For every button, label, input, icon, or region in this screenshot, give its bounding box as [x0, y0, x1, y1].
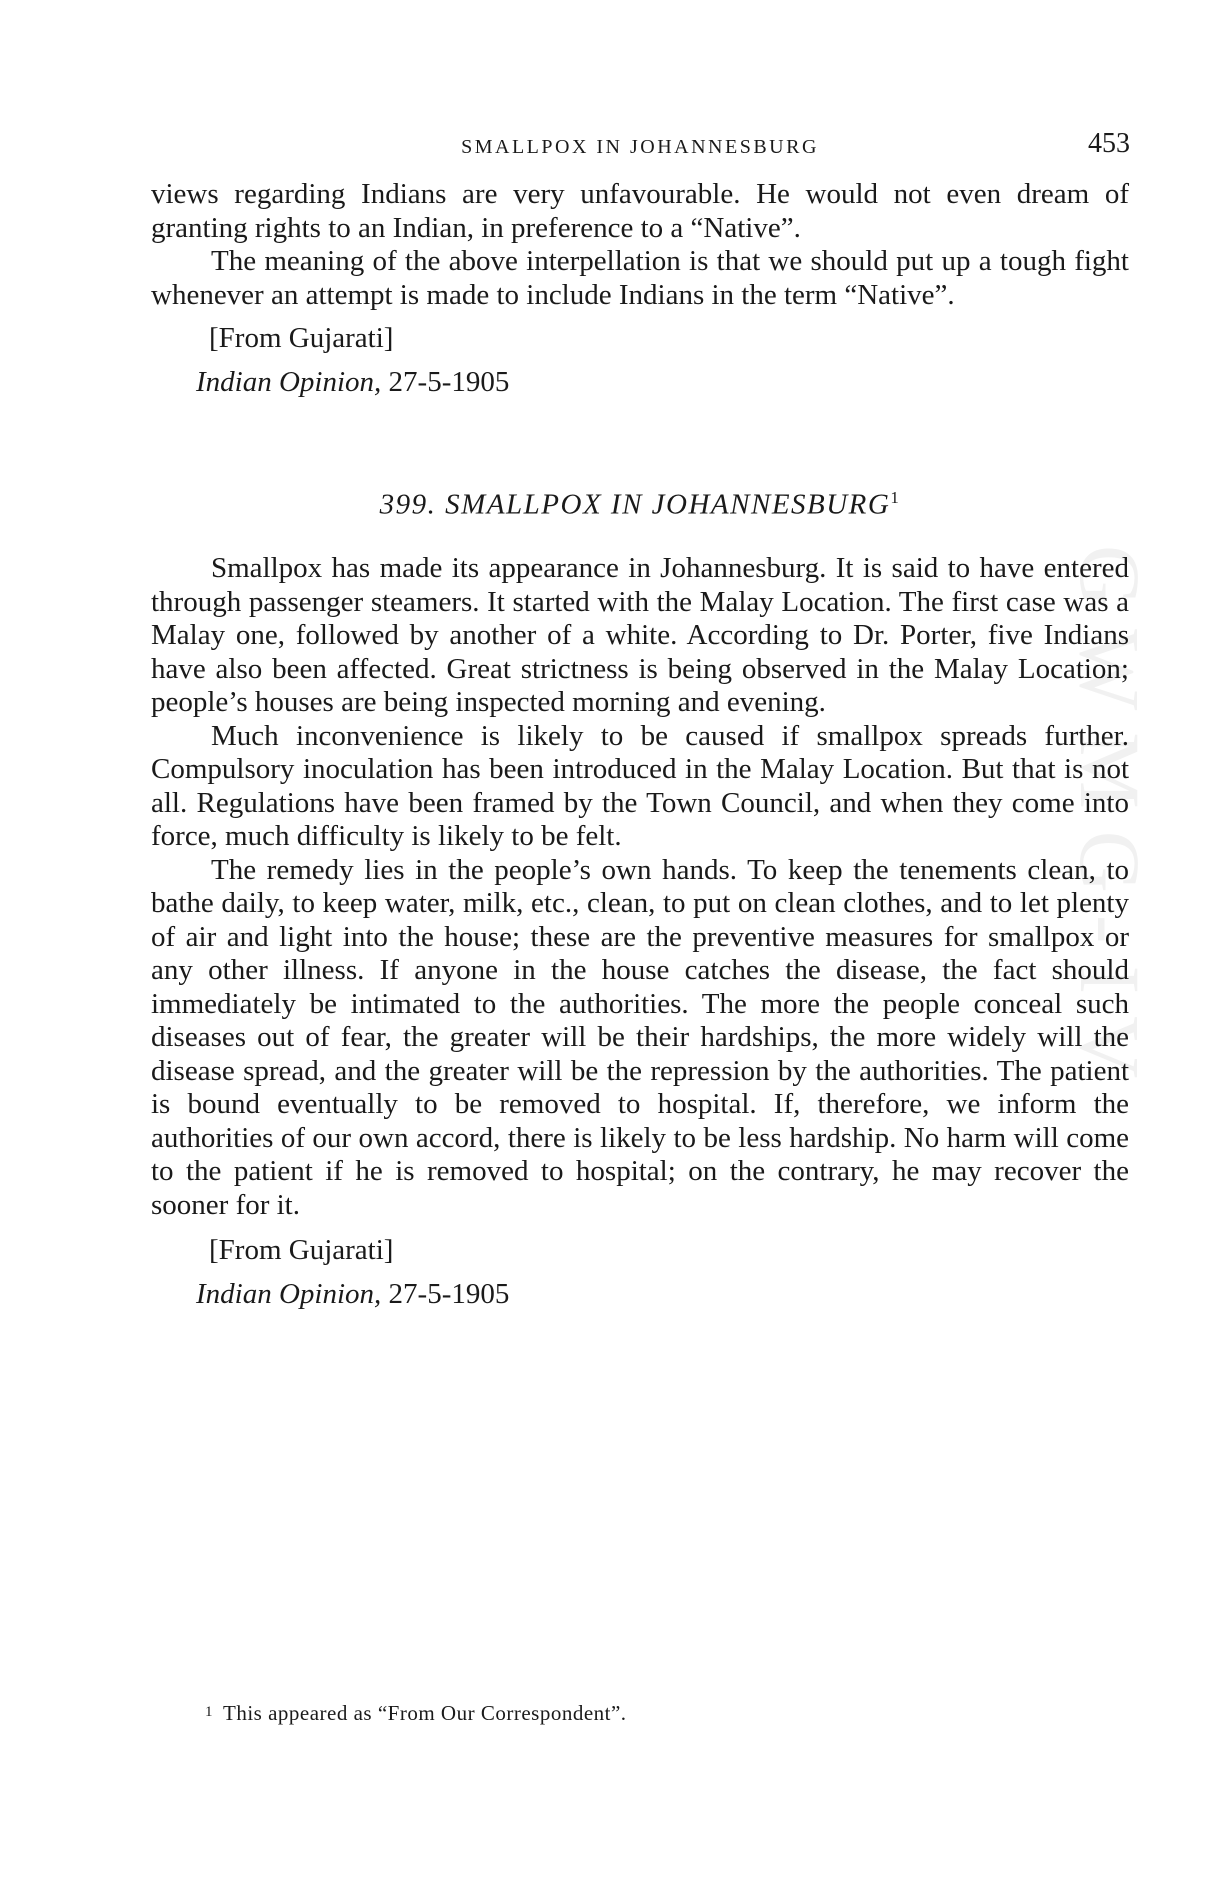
watermark-text: GWMG-IV — [1062, 545, 1158, 1101]
page-number: 453 — [1088, 128, 1130, 159]
article-title — [151, 481, 1129, 522]
paragraph: The remedy lies in the people’s own hands. To keep the tenements clean, to bathe daily, to keep water, milk, etc., clean, to put on clean clothes, and to let plenty of air and light into the house; these are the preventive measures for smallpox or any other illness. If anyone in the house catches the disease, the fact should immediately be intimated to the authorities. The more the people conceal such diseases out of fear, the greater will be their hardships, the more widely will the disease spread, and the greater will be the repression by the authorities. The patient is bound eventually to be removed to hospital. If, therefore, we inform the authorities of our own accord, there is likely to be less hardship. No harm will come to the patient if he is removed to hospital; on the contrary, he may recover the sooner for it. — [151, 853, 1129, 1221]
footnote-mark: 1 — [205, 1704, 213, 1720]
article-title-text: 399. SMALLPOX IN JOHANNESBURG — [379, 488, 891, 521]
source-note: [From Gujarati] — [209, 322, 394, 354]
paragraph: Smallpox has made its appearance in Johannesburg. It is said to have entered through passenger steamers. It started with the Malay Location. The first case was a Malay one, followed by another of a white. According to Dr. Porter, five Indians have also been affected. Great strictness is being observed in the Malay Location; people’s houses are being inspected morning and evening. — [151, 552, 1129, 719]
publication-date: 27-5-1905 — [388, 365, 510, 398]
footnote — [205, 1701, 627, 1726]
paragraph: The meaning of the above interpellation is that we should put up a tough fight whenever an attempt is made to include Indians in the term “Native”. — [151, 245, 1129, 311]
body-text — [151, 178, 1129, 1311]
source-note: [From Gujarati] — [209, 1234, 394, 1267]
publication-line — [196, 1278, 1129, 1312]
continued-paragraph: views regarding Indians are very unfavourable. He would not even dream of granting rights to an Indian, in preference to a “Native”. — [151, 178, 1129, 244]
footnote-reference: 1 — [890, 488, 901, 507]
publication-name: Indian Opinion, — [196, 1277, 382, 1310]
publication-date: 27-5-1905 — [388, 1277, 510, 1310]
footnote-text: This appeared as “From Our Correspondent”. — [223, 1701, 627, 1725]
running-head — [150, 128, 1130, 166]
publication-name: Indian Opinion, — [196, 365, 382, 398]
publication-line — [196, 366, 1129, 400]
running-title: SMALLPOX IN JOHANNESBURG — [461, 136, 819, 158]
paragraph: Much inconvenience is likely to be caused if smallpox spreads further. Compulsory inoculation has been introduced in the Malay Location. But that is not all. Regulations have been framed by the Town Council, and when they come into force, much difficulty is likely to be felt. — [151, 719, 1129, 853]
